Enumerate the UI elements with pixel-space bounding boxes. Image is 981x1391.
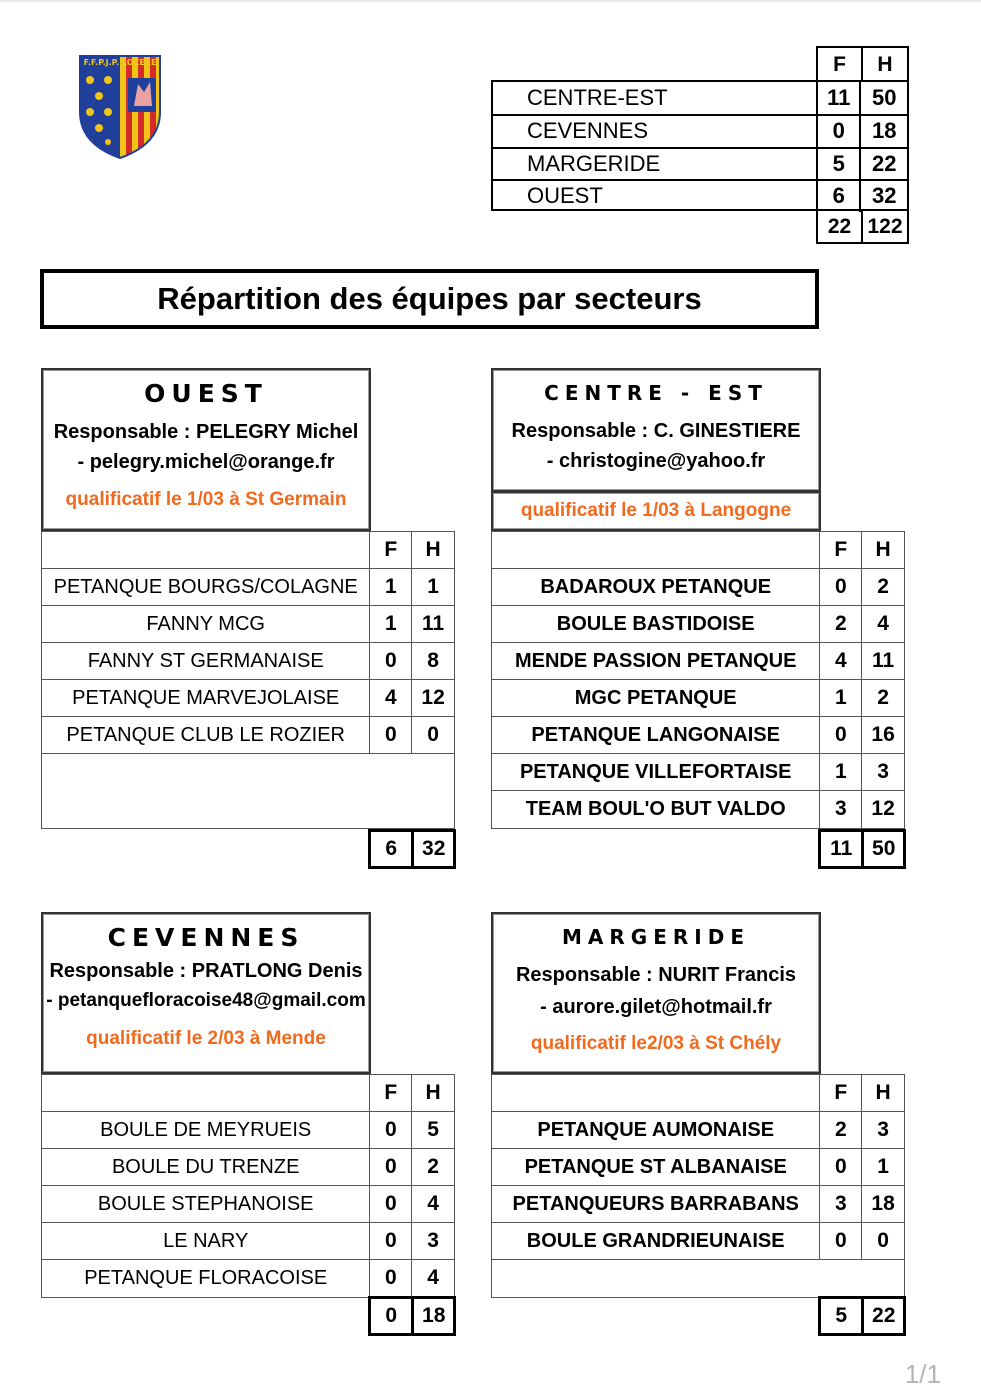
club-f: 0 [820, 1149, 862, 1185]
club-name: PETANQUE FLORACOISE [42, 1260, 370, 1297]
sector-qualificatif: qualificatif le2/03 à St Chély [530, 1033, 782, 1054]
club-name: BOULE DU TRENZE [42, 1149, 370, 1185]
sector-email: - aurore.gilet@hotmail.fr [540, 996, 772, 1018]
club-f: 0 [370, 1112, 412, 1148]
club-name: PETANQUEURS BARRABANS [492, 1186, 820, 1222]
club-h: 18 [871, 1192, 895, 1215]
summary-header-f: F [818, 48, 863, 81]
sector-name: CEVENNES [107, 923, 305, 952]
sector-qualificatif: qualificatif le 2/03 à Mende [86, 1028, 326, 1049]
club-h: 5 [427, 1118, 439, 1141]
summary-row [493, 148, 907, 180]
club-name: FANNY MCG [42, 606, 370, 642]
ffpjp-lozere-logo [78, 52, 162, 160]
col-h-header: H [875, 538, 891, 561]
summary-header [816, 46, 909, 81]
table-row [42, 569, 454, 606]
club-f: 4 [370, 680, 412, 716]
table-row [42, 1149, 454, 1186]
club-name: PETANQUE AUMONAISE [492, 1112, 820, 1148]
club-f: 2 [820, 1112, 862, 1148]
sector-name: MARGERIDE [562, 925, 750, 949]
table-row [492, 1112, 904, 1149]
table-row [492, 643, 904, 680]
club-name: BOULE DE MEYRUEIS [42, 1112, 370, 1148]
sector-header [491, 368, 821, 492]
sector-name: OUEST [144, 379, 268, 408]
summary-row-f: 11 [816, 82, 860, 114]
club-name: PETANQUE LANGONAISE [492, 717, 820, 753]
sector-total [818, 1296, 906, 1336]
club-h: 2 [427, 1155, 439, 1178]
table-header [492, 532, 904, 569]
club-h: 4 [877, 612, 889, 635]
club-name: BOULE STEPHANOISE [42, 1186, 370, 1222]
summary-row [493, 82, 907, 114]
clubs-table [491, 531, 905, 829]
sector-total [818, 829, 906, 869]
club-name: PETANQUE BOURGS/COLAGNE [42, 569, 370, 605]
logo-text: F.F.P.J.P. LOZERE [83, 58, 157, 67]
total-h: 22 [872, 1304, 896, 1327]
club-f: 2 [820, 606, 862, 642]
club-f: 0 [370, 1186, 412, 1222]
club-h: 12 [871, 797, 895, 820]
sector-responsable: Responsable : NURIT Francis [515, 964, 797, 986]
total-h: 32 [422, 837, 446, 860]
club-f: 0 [820, 1223, 862, 1259]
club-h: 3 [877, 760, 889, 783]
summary-row-name: CENTRE-EST [527, 85, 668, 110]
club-h: 8 [427, 649, 439, 672]
club-h: 1 [427, 575, 439, 598]
col-f-header: F [820, 532, 862, 568]
summary-header-h: H [877, 53, 893, 76]
club-h: 2 [877, 686, 889, 709]
table-row [492, 1186, 904, 1223]
sector-header [41, 912, 371, 1074]
table-row [42, 1186, 454, 1223]
table-row [492, 606, 904, 643]
clubs-table [41, 531, 455, 829]
sector-header [491, 912, 821, 1074]
total-f: 5 [821, 1299, 864, 1333]
table-row [42, 606, 454, 643]
clubs-table [41, 1074, 455, 1298]
table-row [492, 1223, 904, 1260]
club-h: 0 [877, 1229, 889, 1252]
table-row [42, 717, 454, 754]
table-row [492, 791, 904, 828]
summary-row-name: OUEST [527, 183, 603, 208]
total-f: 6 [371, 832, 414, 866]
club-name: BOULE GRANDRIEUNAISE [492, 1223, 820, 1259]
sector-responsable: Responsable : PRATLONG Denis [49, 960, 363, 982]
club-f: 0 [370, 1223, 412, 1259]
summary-row-f: 5 [816, 148, 860, 180]
summary-row-h: 18 [859, 115, 907, 147]
club-f: 0 [370, 1260, 412, 1297]
col-f-header: F [370, 1075, 412, 1111]
club-f: 1 [820, 754, 862, 790]
sector-responsable: Responsable : PELEGRY Michel [53, 421, 359, 443]
club-h: 1 [877, 1155, 889, 1178]
club-f: 0 [820, 569, 862, 605]
club-f: 0 [370, 717, 412, 753]
col-f-header: F [820, 1075, 862, 1111]
club-h: 16 [871, 723, 895, 746]
table-row [492, 754, 904, 791]
table-row [42, 1223, 454, 1260]
club-name: LE NARY [42, 1223, 370, 1259]
club-name: PETANQUE CLUB LE ROZIER [42, 717, 370, 753]
club-h: 2 [877, 575, 889, 598]
summary-total-h: 122 [867, 215, 903, 238]
club-h: 11 [422, 612, 445, 635]
col-h-header: H [425, 538, 441, 561]
total-h: 18 [422, 1304, 446, 1327]
total-f: 11 [821, 832, 864, 866]
sector-email: - petanquefloracoise48@gmail.com [46, 990, 366, 1011]
club-f: 1 [370, 606, 412, 642]
table-row [492, 680, 904, 717]
total-h: 50 [872, 837, 896, 860]
total-f: 0 [371, 1299, 414, 1333]
summary-row-name: CEVENNES [527, 118, 649, 143]
club-f: 1 [370, 569, 412, 605]
table-header [42, 1075, 454, 1112]
club-name: MGC PETANQUE [492, 680, 820, 716]
club-h: 4 [427, 1192, 439, 1215]
table-row [42, 680, 454, 717]
clubs-table [491, 1074, 905, 1298]
table-row [42, 643, 454, 680]
summary-row-h: 22 [859, 148, 907, 180]
sector-email: - pelegry.michel@orange.fr [77, 451, 335, 473]
empty-row [42, 754, 454, 828]
club-name: MENDE PASSION PETANQUE [492, 643, 820, 679]
club-name: PETANQUE MARVEJOLAISE [42, 680, 370, 716]
club-f: 0 [370, 1149, 412, 1185]
club-h: 12 [421, 686, 445, 709]
table-header [492, 1075, 904, 1112]
table-row [492, 1149, 904, 1186]
club-name: TEAM BOUL'O BUT VALDO [492, 791, 820, 828]
summary-total [816, 209, 909, 244]
summary-row-h: 32 [859, 180, 907, 212]
club-h: 3 [877, 1118, 889, 1141]
summary-row-f: 0 [816, 115, 860, 147]
table-header [42, 532, 454, 569]
sector-email: - christogine@yahoo.fr [546, 450, 766, 472]
summary-row-h: 50 [859, 82, 907, 114]
summary-row [493, 115, 907, 147]
club-h: 3 [427, 1229, 439, 1252]
club-name: PETANQUE ST ALBANAISE [492, 1149, 820, 1185]
sector-qualificatif: qualificatif le 1/03 à Langogne [520, 500, 792, 521]
empty-row [492, 1260, 904, 1297]
club-f: 3 [820, 1186, 862, 1222]
club-h: 4 [427, 1266, 439, 1289]
club-f: 1 [820, 680, 862, 716]
sector-total [368, 1296, 456, 1336]
club-f: 3 [820, 791, 862, 828]
club-name: BADAROUX PETANQUE [492, 569, 820, 605]
club-h: 11 [872, 649, 895, 672]
sector-total [368, 829, 456, 869]
table-row [492, 569, 904, 606]
summary-total-f: 22 [818, 211, 863, 242]
col-h-header: H [425, 1081, 441, 1104]
top-divider [0, 0, 981, 2]
summary-row-f: 6 [816, 180, 860, 212]
page-title: Répartition des équipes par secteurs [40, 269, 819, 329]
club-name: BOULE BASTIDOISE [492, 606, 820, 642]
table-row [42, 1260, 454, 1297]
club-f: 4 [820, 643, 862, 679]
summary-row-name: MARGERIDE [527, 151, 661, 176]
col-h-header: H [875, 1081, 891, 1104]
summary-row [493, 180, 907, 212]
club-name: FANNY ST GERMANAISE [42, 643, 370, 679]
table-row [42, 1112, 454, 1149]
club-name: PETANQUE VILLEFORTAISE [492, 754, 820, 790]
col-f-header: F [370, 532, 412, 568]
club-f: 0 [370, 643, 412, 679]
summary-table [491, 80, 909, 211]
table-row [492, 717, 904, 754]
sector-qualificatif: qualificatif le 1/03 à St Germain [65, 489, 347, 510]
sector-name: CENTRE - EST [544, 381, 768, 405]
page-indicator: 1/1 [904, 1359, 941, 1389]
qualificatif-box [491, 491, 821, 531]
sector-responsable: Responsable : C. GINESTIERE [511, 420, 801, 442]
sector-header [41, 368, 371, 531]
club-h: 0 [427, 723, 439, 746]
club-f: 0 [820, 717, 862, 753]
